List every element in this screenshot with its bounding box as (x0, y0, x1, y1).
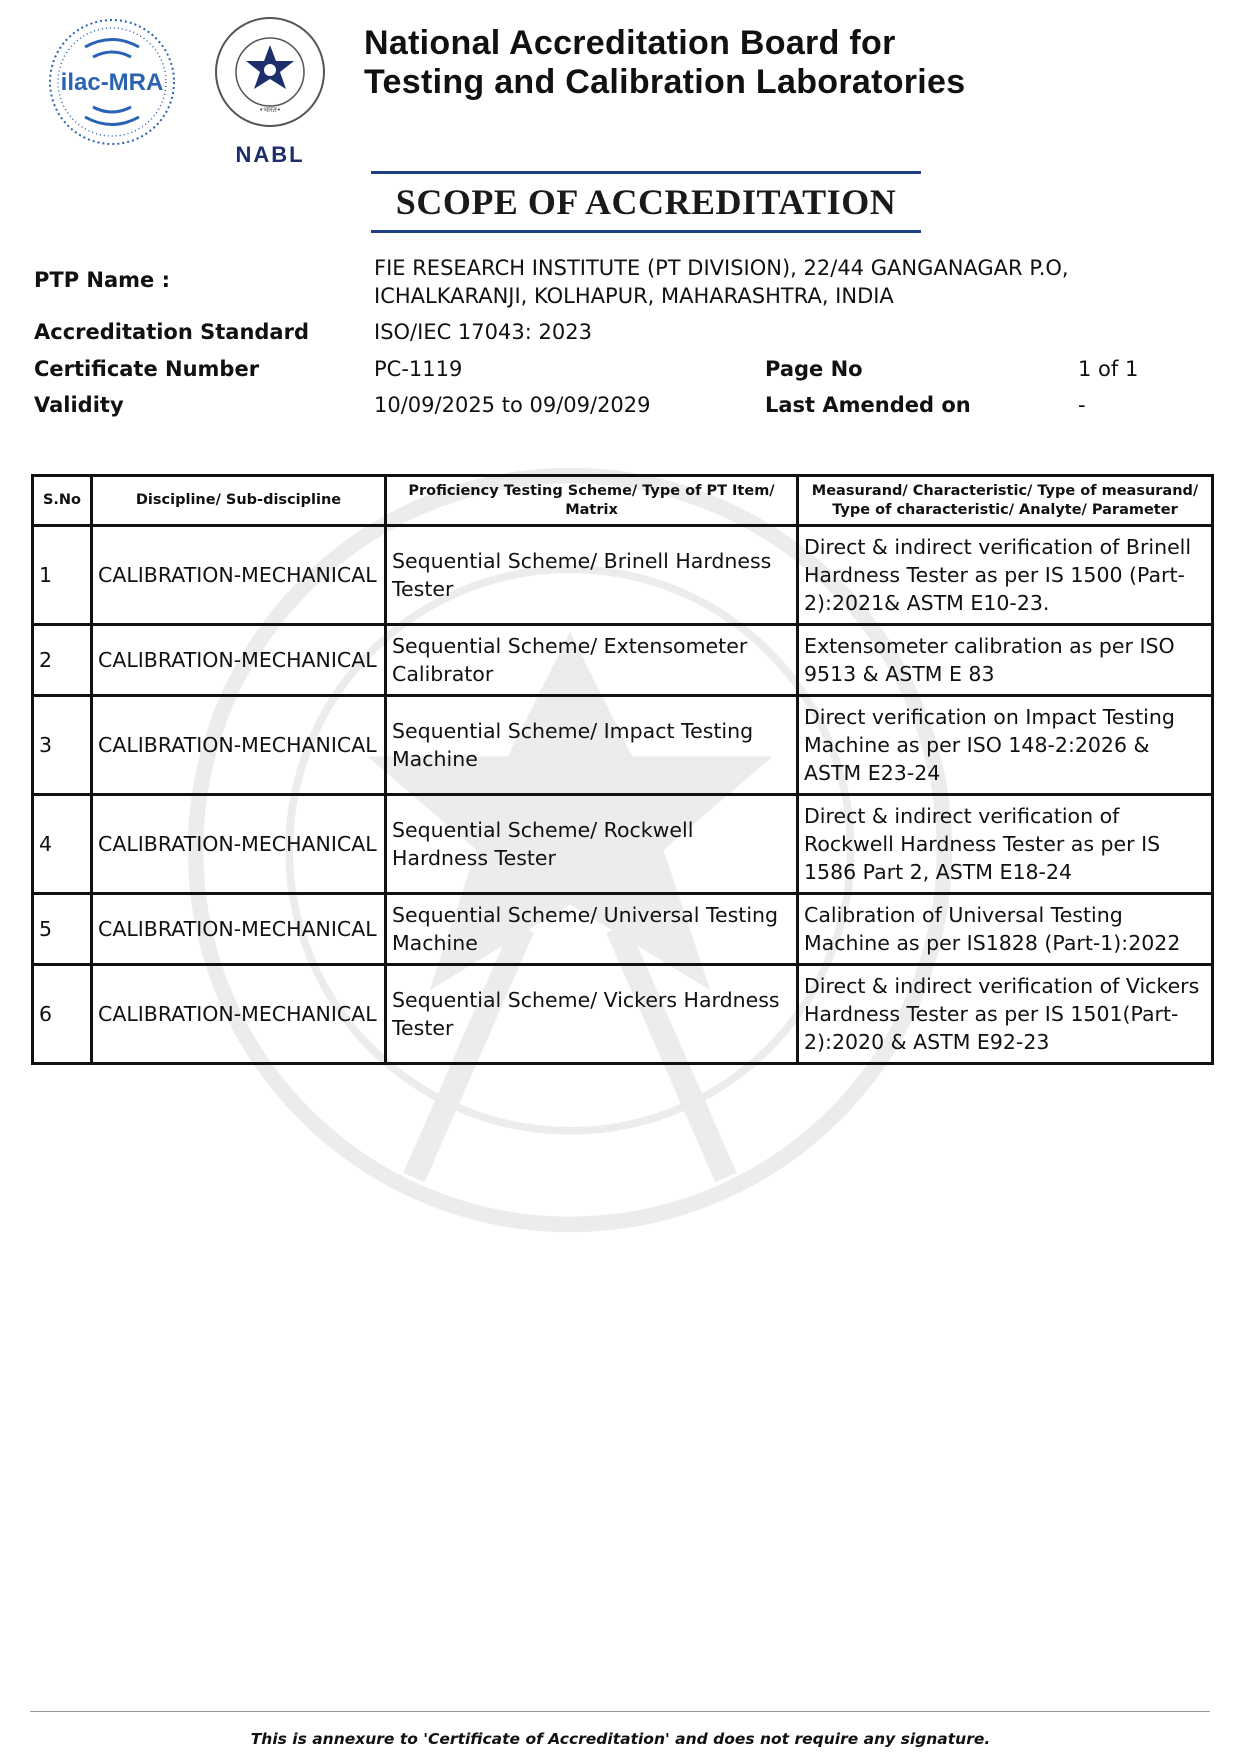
table-row (33, 625, 1213, 696)
cell-discipline: CALIBRATION-MECHANICAL (92, 894, 386, 965)
page-no-label: Page No (765, 357, 863, 381)
table-row (33, 696, 1213, 795)
header-measurand: Measurand/ Characteristic/ Type of measurand/ Type of characteristic/ Analyte/ Parameter (798, 476, 1213, 526)
certificate-number-label: Certificate Number (34, 357, 260, 381)
cell-sno: 4 (33, 795, 92, 894)
organization-name-line-1: National Accreditation Board for (364, 24, 896, 62)
ptp-name-label: PTP Name : (34, 268, 170, 292)
ptp-name-value (374, 254, 1069, 310)
validity-value: 10/09/2025 to 09/09/2029 (374, 393, 651, 417)
table-row (33, 965, 1213, 1064)
cell-measurand: Direct & indirect verification of Rockwell Hardness Tester as per IS 1586 Part 2, ASTM E18-24 (798, 795, 1213, 894)
cell-discipline: CALIBRATION-MECHANICAL (92, 795, 386, 894)
last-amended-label: Last Amended on (765, 393, 971, 417)
cell-sno: 3 (33, 696, 92, 795)
ptp-name-line-1: FIE RESEARCH INSTITUTE (PT DIVISION), 22/44 GANGANAGAR P.O, (374, 256, 1069, 280)
cell-sno: 2 (33, 625, 92, 696)
accreditation-standard-label: Accreditation Standard (34, 320, 309, 344)
cell-measurand: Direct verification on Impact Testing Machine as per ISO 148-2:2026 & ASTM E23-24 (798, 696, 1213, 795)
cell-scheme: Sequential Scheme/ Impact Testing Machine (386, 696, 798, 795)
document-title: SCOPE OF ACCREDITATION (371, 171, 921, 233)
cell-discipline: CALIBRATION-MECHANICAL (92, 526, 386, 625)
nabl-logo-text: NABL (235, 142, 305, 167)
cell-scheme: Sequential Scheme/ Rockwell Hardness Tester (386, 795, 798, 894)
ilac-logo-text: ilac-MRA (60, 69, 164, 96)
cell-sno: 6 (33, 965, 92, 1064)
cell-scheme: Sequential Scheme/ Universal Testing Machine (386, 894, 798, 965)
nabl-logo (210, 12, 330, 172)
cell-discipline: CALIBRATION-MECHANICAL (92, 625, 386, 696)
cell-scheme: Sequential Scheme/ Brinell Hardness Tester (386, 526, 798, 625)
cell-measurand: Direct & indirect verification of Vickers Hardness Tester as per IS 1501(Part-2):2020 & ASTM E92-23 (798, 965, 1213, 1064)
footer-divider (30, 1711, 1210, 1712)
page-no-value: 1 of 1 (1078, 357, 1139, 381)
cell-discipline: CALIBRATION-MECHANICAL (92, 696, 386, 795)
organization-name-line-2: Testing and Calibration Laboratories (364, 63, 966, 101)
table-row (33, 894, 1213, 965)
organization-name (364, 24, 965, 102)
cell-measurand: Calibration of Universal Testing Machine as per IS1828 (Part-1):2022 (798, 894, 1213, 965)
ilac-mra-logo (45, 12, 180, 152)
validity-label: Validity (34, 393, 124, 417)
table-row (33, 526, 1213, 625)
header-sno: S.No (33, 476, 92, 526)
cell-scheme: Sequential Scheme/ Extensometer Calibrator (386, 625, 798, 696)
accreditation-standard-value: ISO/IEC 17043: 2023 (374, 320, 592, 344)
scope-table (31, 474, 1214, 1065)
table-header-row (33, 476, 1213, 526)
last-amended-value: - (1078, 393, 1086, 417)
nabl-logo-small-text: •भारत• (259, 106, 281, 114)
header-discipline: Discipline/ Sub-discipline (92, 476, 386, 526)
cell-sno: 1 (33, 526, 92, 625)
cell-discipline: CALIBRATION-MECHANICAL (92, 965, 386, 1064)
cell-measurand: Direct & indirect verification of Brinell Hardness Tester as per IS 1500 (Part-2):2021& ASTM E10-23. (798, 526, 1213, 625)
cell-sno: 5 (33, 894, 92, 965)
certificate-number-value: PC-1119 (374, 357, 463, 381)
cell-measurand: Extensometer calibration as per ISO 9513 & ASTM E 83 (798, 625, 1213, 696)
table-row (33, 795, 1213, 894)
header-scheme: Proficiency Testing Scheme/ Type of PT Item/ Matrix (386, 476, 798, 526)
cell-scheme: Sequential Scheme/ Vickers Hardness Tester (386, 965, 798, 1064)
footer-note: This is annexure to 'Certificate of Accreditation' and does not require any signature. (250, 1730, 991, 1748)
ptp-name-line-2: ICHALKARANJI, KOLHAPUR, MAHARASHTRA, INDIA (374, 284, 894, 308)
